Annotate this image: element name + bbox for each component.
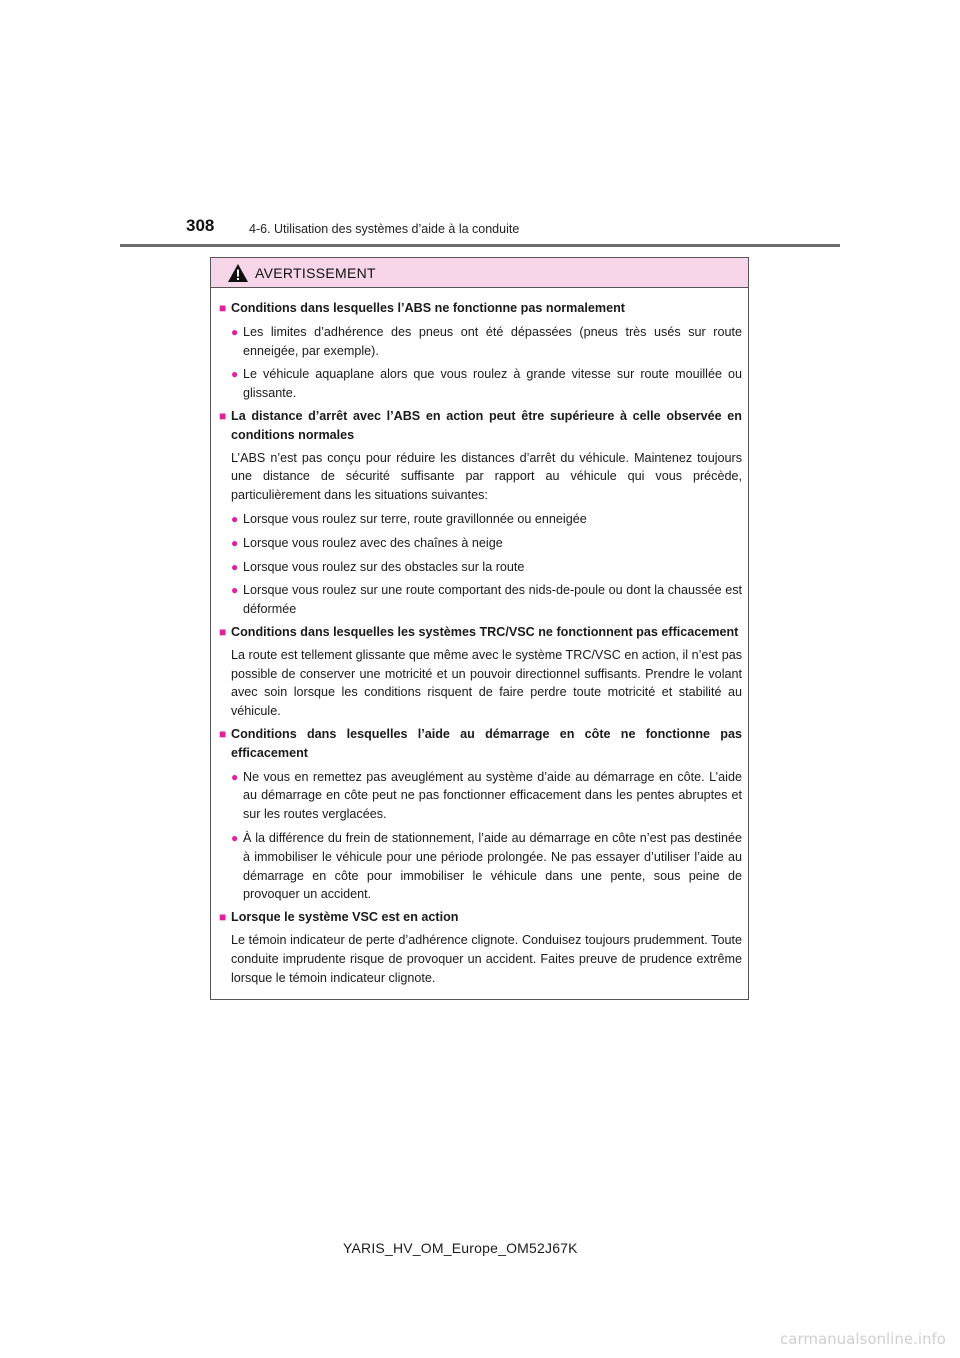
section-title [219, 407, 742, 445]
list-item [231, 581, 742, 619]
circle-bullet-icon: ● [231, 830, 239, 845]
list-item-text: À la différence du frein de stationnement, l’aide au démarrage en côte n’est pas destinée à immobiliser le véhicule pour une période prolongée. Ne pas essayer d’utiliser l’aide au démarrage en côte pour immobiliser le véhicule dans une pente, sous peine de provoquer un accident. [243, 830, 742, 902]
circle-bullet-icon: ● [231, 367, 239, 382]
section-title-text: Lorsque le système VSC est en action [231, 910, 459, 925]
square-bullet-icon: ■ [219, 726, 227, 741]
list-item [231, 510, 742, 529]
section-title-text: Conditions dans lesquelles les systèmes TRC/VSC ne fonctionnent pas efficacement [231, 624, 739, 639]
warning-section [219, 725, 742, 904]
section-paragraph: Le témoin indicateur de perte d’adhérence clignote. Conduisez toujours prudemment. Toute conduite imprudente risque de provoquer un accident. Faites preuve de prudence extrême lorsque le témoin indicateur clignote. [231, 932, 742, 985]
circle-bullet-icon: ● [231, 769, 239, 784]
section-title [219, 623, 742, 642]
circle-bullet-icon: ● [231, 583, 239, 598]
circle-bullet-icon: ● [231, 535, 239, 550]
section-paragraph: L’ABS n’est pas conçu pour réduire les distances d’arrêt du véhicule. Maintenez toujours une distance de sécurité suffisante par rapport au véhicule qui vous précède, particulièrement dans les situations suivantes: [231, 450, 742, 503]
section-title-text: Conditions dans lesquelles l’aide au démarrage en côte ne fonctionne pas efficacement [231, 726, 742, 760]
warning-section [219, 623, 742, 721]
list-item-text: Lorsque vous roulez sur terre, route gravillonnée ou enneigée [243, 511, 587, 526]
square-bullet-icon: ■ [219, 910, 227, 925]
warning-box [210, 257, 749, 1000]
list-item-text: Lorsque vous roulez sur une route comportant des nids-de-poule ou dont la chaussée est déformée [243, 583, 742, 617]
list-item [231, 558, 742, 577]
list-item [231, 768, 742, 824]
section-title [219, 908, 742, 927]
list-item [231, 829, 742, 904]
list-item [231, 323, 742, 361]
circle-bullet-icon: ● [231, 511, 239, 526]
warning-section [219, 299, 742, 403]
list-item-text: Les limites d’adhérence des pneus ont été dépassées (pneus très usés sur route enneigée, par exemple). [243, 324, 742, 358]
square-bullet-icon: ■ [219, 408, 227, 423]
square-bullet-icon: ■ [219, 301, 227, 315]
footer-doc-code: YARIS_HV_OM_Europe_OM52J67K [343, 1240, 578, 1256]
list-item-text: Lorsque vous roulez avec des chaînes à neige [243, 535, 503, 550]
warning-title: AVERTISSEMENT [255, 264, 376, 281]
section-title [219, 299, 742, 318]
circle-bullet-icon: ● [231, 559, 239, 574]
warning-triangle-icon [227, 263, 249, 283]
watermark[interactable]: carmanualsonline.info [780, 1330, 946, 1348]
warning-section [219, 407, 742, 619]
list-item-text: Ne vous en remettez pas aveuglément au système d’aide au démarrage en côte. L’aide au démarrage en côte peut ne pas fonctionner efficacement dans les pentes abruptes et sur les routes verglacées. [243, 769, 742, 822]
list-item-text: Le véhicule aquaplane alors que vous roulez à grande vitesse sur route mouillée ou glissante. [243, 367, 742, 401]
warning-header [211, 258, 748, 288]
list-item-text: Lorsque vous roulez sur des obstacles sur la route [243, 559, 525, 574]
section-title [219, 725, 742, 763]
page-number: 308 [186, 216, 215, 235]
section-title-text: La distance d’arrêt avec l’ABS en action peut être supérieure à celle observée en conditions normales [231, 408, 742, 442]
list-item [231, 534, 742, 553]
square-bullet-icon: ■ [219, 624, 227, 639]
warning-body [211, 288, 748, 999]
section-header: 4-6. Utilisation des systèmes d’aide à la conduite [249, 222, 520, 236]
circle-bullet-icon: ● [231, 324, 239, 339]
warning-section [219, 908, 742, 987]
header-rule [120, 244, 840, 247]
section-title-text: Conditions dans lesquelles l’ABS ne fonctionne pas normalement [231, 301, 625, 315]
list-item [231, 365, 742, 403]
section-paragraph: La route est tellement glissante que même avec le système TRC/VSC en action, il n’est pas possible de conserver une motricité et un pouvoir directionnel suffisants. Prendre le volant avec soin lorsque les conditions risquent de faire perdre toute motricité et stabilité au véhicule. [231, 647, 742, 719]
